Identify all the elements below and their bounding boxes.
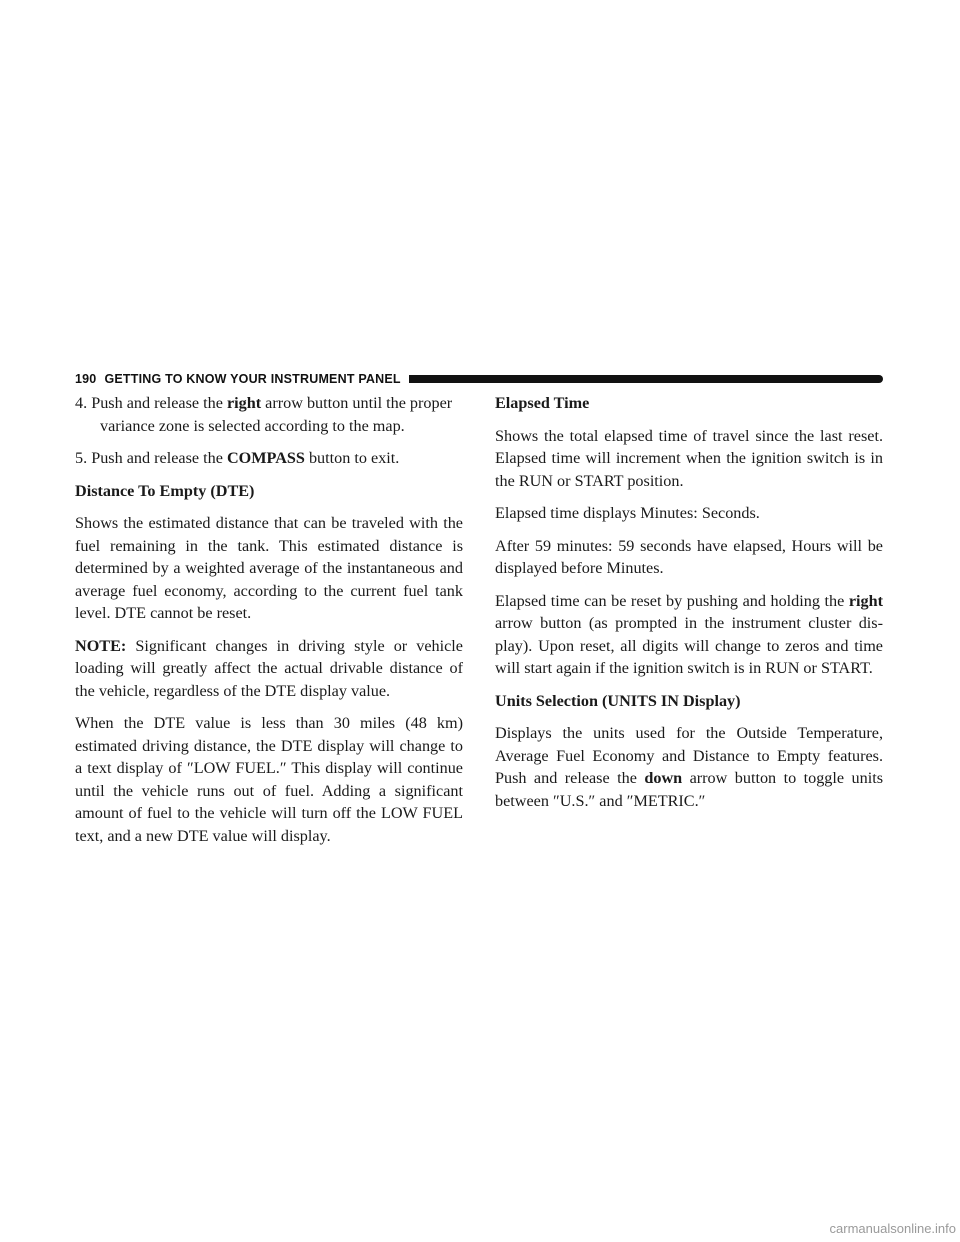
page-number: 190 (75, 372, 97, 386)
units-paragraph: Displays the units used for the Outside Temperature, Average Fuel Economy and Distance to Empty features. Push and release the down arrow button to toggle units between ″U.S.″ and ″METRIC.″ (495, 724, 883, 810)
dte-paragraph-1: Shows the estimated distance that can be traveled with the fuel remaining in the tank. This estimated distance is determined by a weighted average of the instantaneous and average fuel economy, according to the current fuel tank level. DTE cannot be reset. (75, 514, 463, 622)
step-5-keyword: COMPASS (226, 449, 305, 467)
elapsed-paragraph-1: Shows the total elapsed time of travel since the last reset. Elapsed time will increment when the ignition switch is in the RUN or START position. (495, 426, 883, 490)
elapsed-paragraph-2: Elapsed time displays Minutes: Seconds. (495, 504, 760, 522)
page-header (75, 368, 883, 390)
elapsed-paragraph-3: After 59 minutes: 59 seconds have elapsed, Hours will be displayed before Minutes. (495, 536, 883, 577)
step-4-keyword: right (226, 394, 262, 412)
section-title: GETTING TO KNOW YOUR INSTRUMENT PANEL (104, 372, 401, 386)
left-column (75, 392, 463, 857)
units-keyword: down (644, 769, 683, 787)
step-4: 4. Push and release the right arrow button until the proper variance zone is selected according to the map. (75, 394, 453, 435)
dte-paragraph-2: When the DTE value is less than 30 miles (48 km) estimated driving distance, the DTE display will change to a text display of ″LOW FUEL.″ This display will continue until the vehicle runs out of fuel. Adding a significant amount of fuel to the vehicle will turn off the LOW FUEL text, and a new DTE value will display. (75, 714, 463, 845)
note-label: NOTE: (75, 636, 127, 655)
header-rule (409, 375, 883, 383)
note-paragraph: NOTE: Significant changes in driving style or vehicle loading will greatly affect the actual drivable distance of the vehicle, regardless of the DTE display value. (75, 636, 463, 700)
units-selection-heading: Units Selection (UNITS IN Display) (495, 691, 741, 710)
dte-heading: Distance To Empty (DTE) (75, 481, 255, 500)
step-5: 5. Push and release the COMPASS button to exit. (75, 449, 400, 467)
elapsed-keyword: right (848, 591, 883, 610)
right-column (495, 392, 883, 822)
elapsed-paragraph-4: Elapsed time can be reset by pushing and holding the right arrow button (as prompted in the instrument cluster dis-play). Upon reset, all digits will change to zeros and time will start again if the ignition switch is in RUN or START. (495, 591, 883, 677)
elapsed-time-heading: Elapsed Time (495, 394, 590, 412)
watermark: carmanualsonline.info (829, 1221, 956, 1236)
